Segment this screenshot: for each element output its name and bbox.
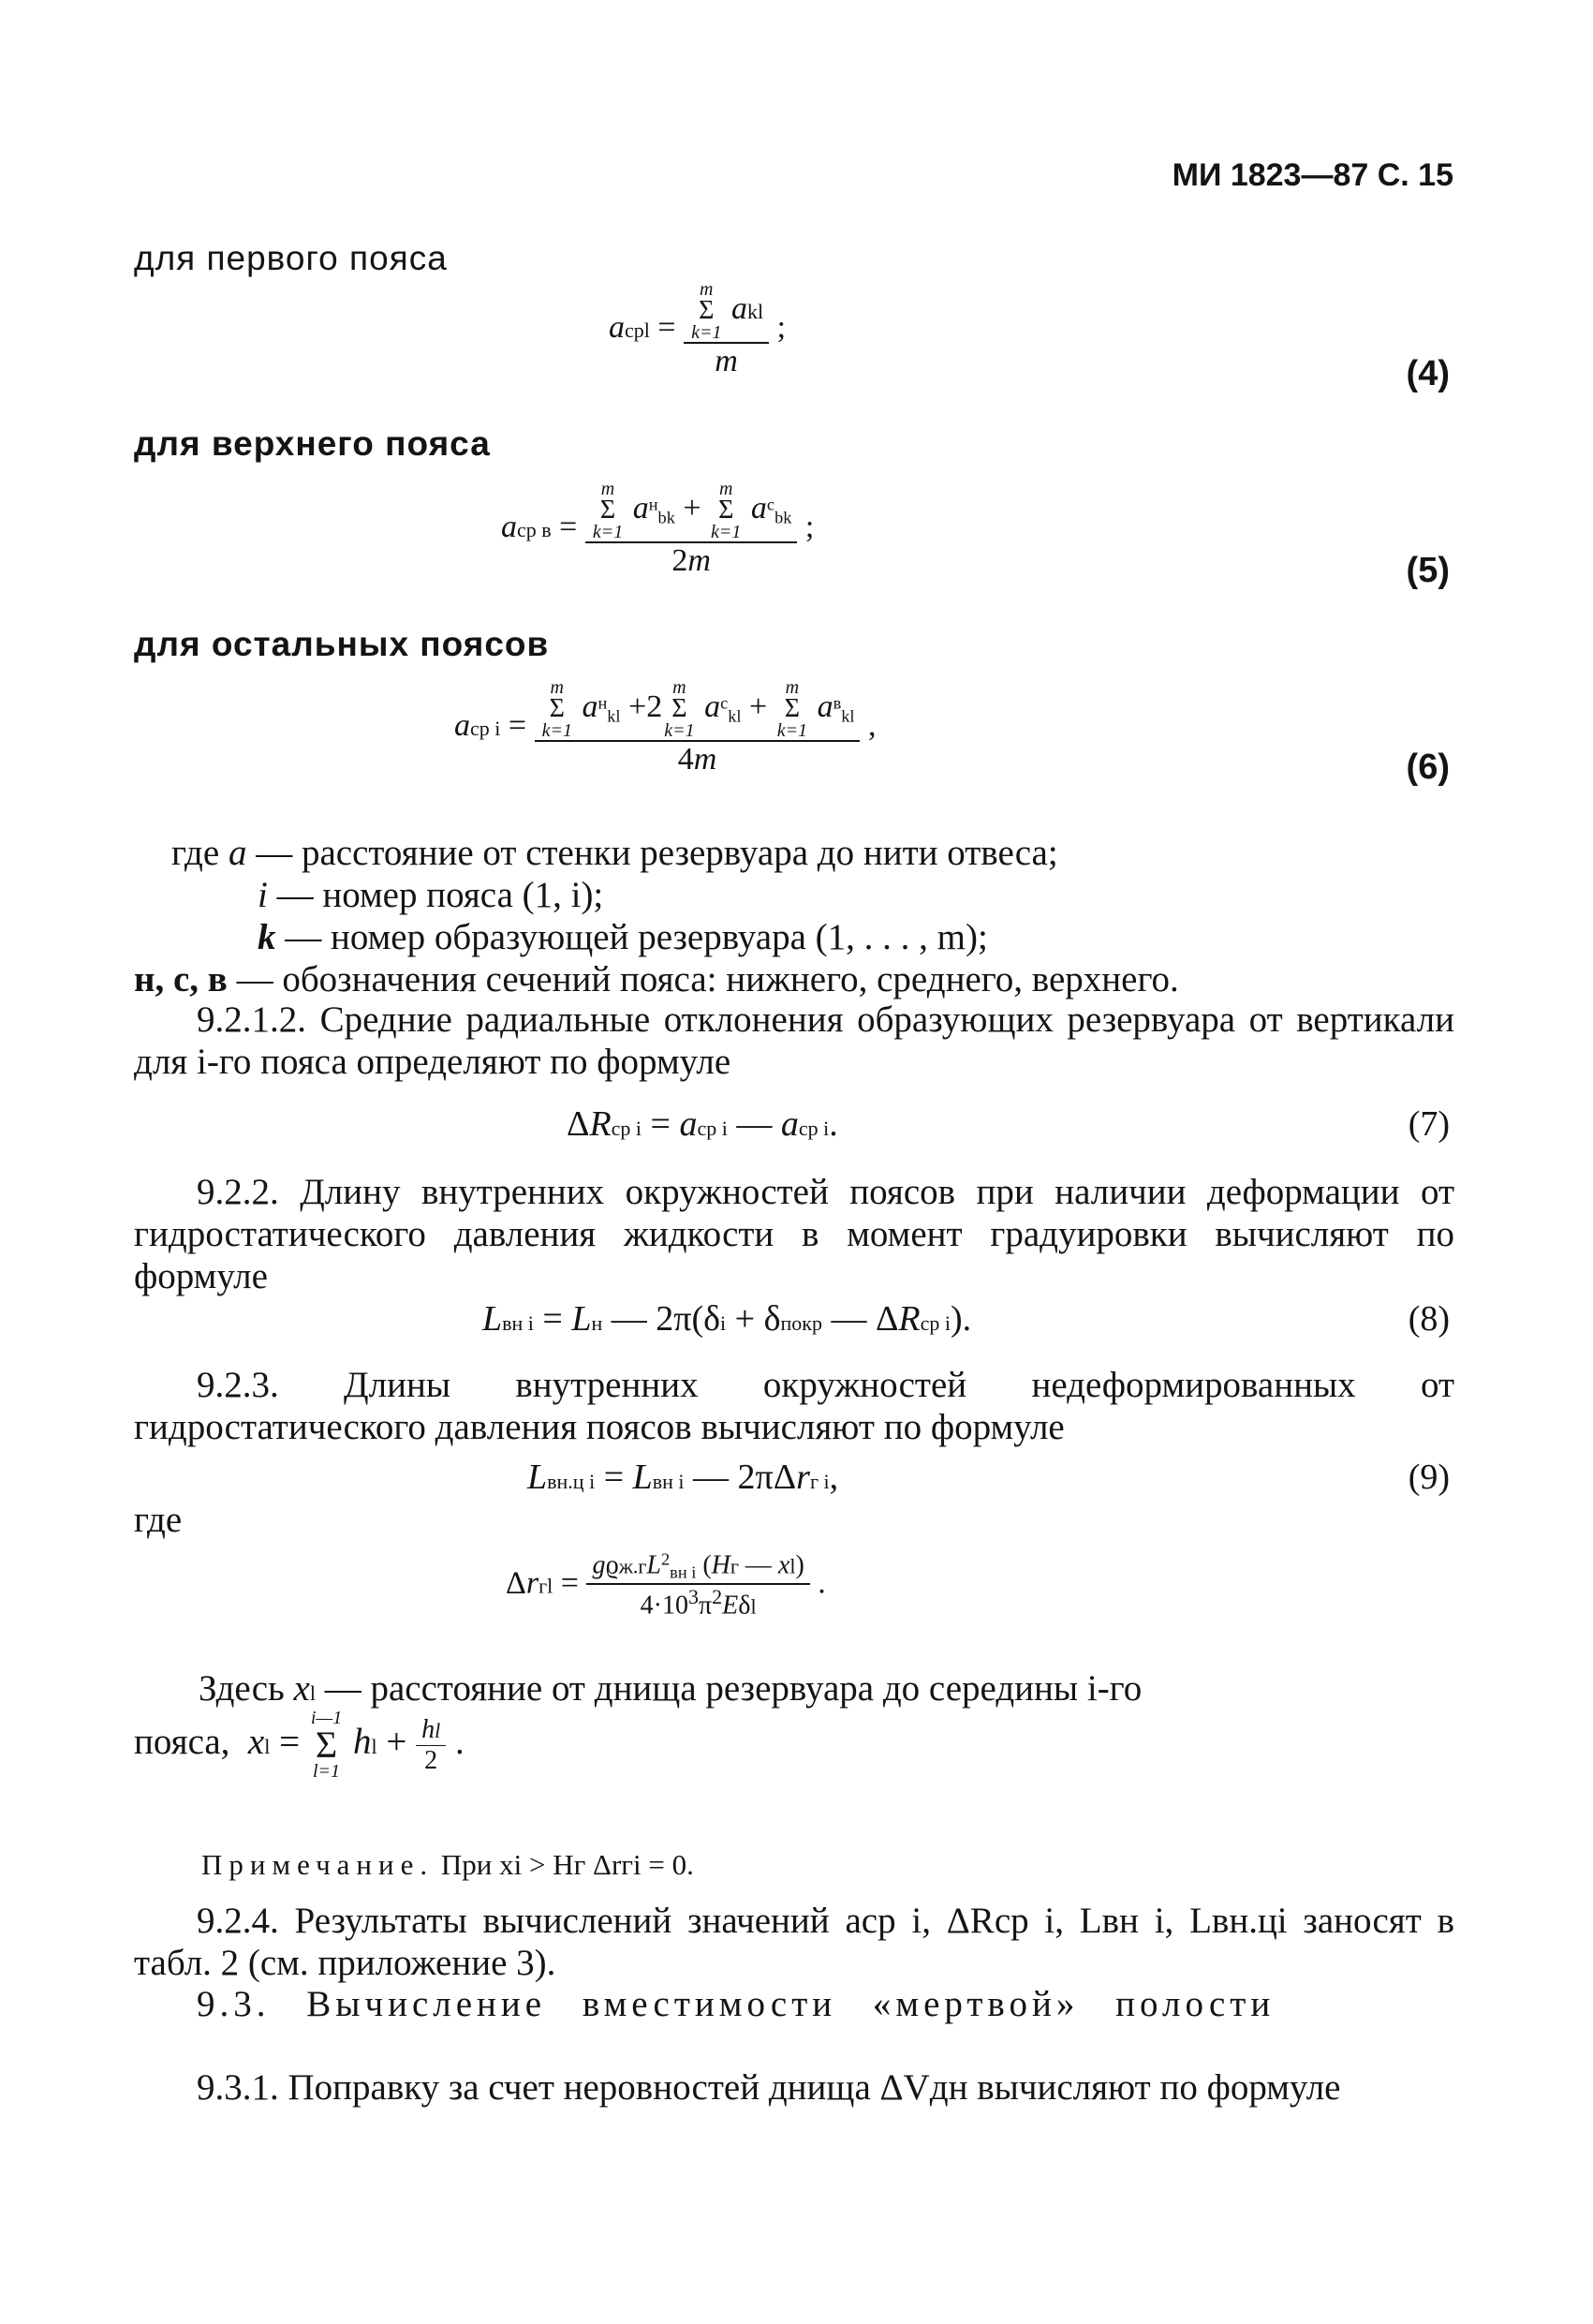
paragraph-9-2-2: 9.2.2. Длину внутренних окружностей поясов при наличии деформации от гидростатического давления жидкости в момент градуировки вычисляют по формуле xyxy=(134,1172,1454,1296)
legend-a: где a — расстояние от стенки резервуара до нити отвеса; xyxy=(171,833,1058,873)
here-line: Здесь xl — расстояние от днища резервуара до середины i-го xyxy=(199,1668,1143,1709)
equation-number-5: (5) xyxy=(1406,551,1450,590)
note: Примечание. При xi > Hг Δrгi = 0. xyxy=(201,1848,694,1881)
formula-6: aср i = m Σ k=1 $a^н_{kl} +2$ m Σ k=1 $a^с_{kl}$ + m Σ k=1 $a^в_{kl}$ 4m , xyxy=(454,677,877,777)
heading-other-belts: для остальных поясов xyxy=(134,625,550,663)
where-label: где xyxy=(134,1500,183,1540)
paragraph-9-2-3: 9.2.3. Длины внутренних окружностей недеформированных от гидростатического давления поясов вычисляют по формуле xyxy=(134,1365,1454,1447)
paragraph-9-2-4: 9.2.4. Результаты вычислений значений aср i, ΔRср i, Lвн i, Lвн.цi заносят в табл. 2 (см. приложение 3). xyxy=(134,1901,1454,1983)
formula-x: пояса, xl = i—1 Σ l=1 hl + $\frac{hl}{2}$ . xyxy=(134,1708,465,1782)
heading-upper-belt: для верхнего пояса xyxy=(134,424,491,463)
formula-9: Lвн.ц i = Lвн i — 2πΔrг i, xyxy=(527,1458,839,1497)
equation-number-7: (7) xyxy=(1408,1104,1450,1144)
formula-delta-r: Δrгl = $\frac{gϱж.гL^2_{вн i} (Hг — xl)}{4\cdot 10^3\pi^2E\delta l}$ . xyxy=(506,1550,826,1621)
page-header: МИ 1823—87 С. 15 xyxy=(1172,157,1453,193)
heading-first-belt: для первого пояса xyxy=(134,239,448,277)
formula-4: aсрl = m Σ k=1 akl m ; xyxy=(609,279,787,378)
legend-k: k — номер образующей резервуара (1, . . . , m); xyxy=(258,917,988,957)
paragraph-9-2-1-2: 9.2.1.2. Средние радиальные отклонения образующих резервуара от вертикали для i-го пояса определяют по формуле xyxy=(134,999,1454,1082)
equation-number-6: (6) xyxy=(1406,748,1450,787)
paragraph-9-3: 9.3. Вычисление вместимости «мертвой» полости xyxy=(197,1984,1276,2024)
formula-8: Lвн i = Lн — 2π(δi + δпокр — ΔRср i). xyxy=(482,1299,972,1339)
equation-number-4: (4) xyxy=(1406,354,1450,393)
formula-7: ΔRср i = aср i — aср i. xyxy=(567,1104,838,1144)
equation-number-9: (9) xyxy=(1408,1458,1450,1497)
legend-i: i — номер пояса (1, i); xyxy=(258,875,604,915)
paragraph-9-3-1: 9.3.1. Поправку за счет неровностей днища ΔVдн вычисляют по формуле xyxy=(197,2067,1341,2108)
legend-nsv: н, с, в — обозначения сечений пояса: нижнего, среднего, верхнего. xyxy=(134,959,1179,999)
equation-number-8: (8) xyxy=(1408,1299,1450,1339)
formula-5: aср в = m Σ k=1 $a^н_{bk}$ + m Σ k=1 $a^с_{bk}$ 2m ; xyxy=(501,479,815,578)
